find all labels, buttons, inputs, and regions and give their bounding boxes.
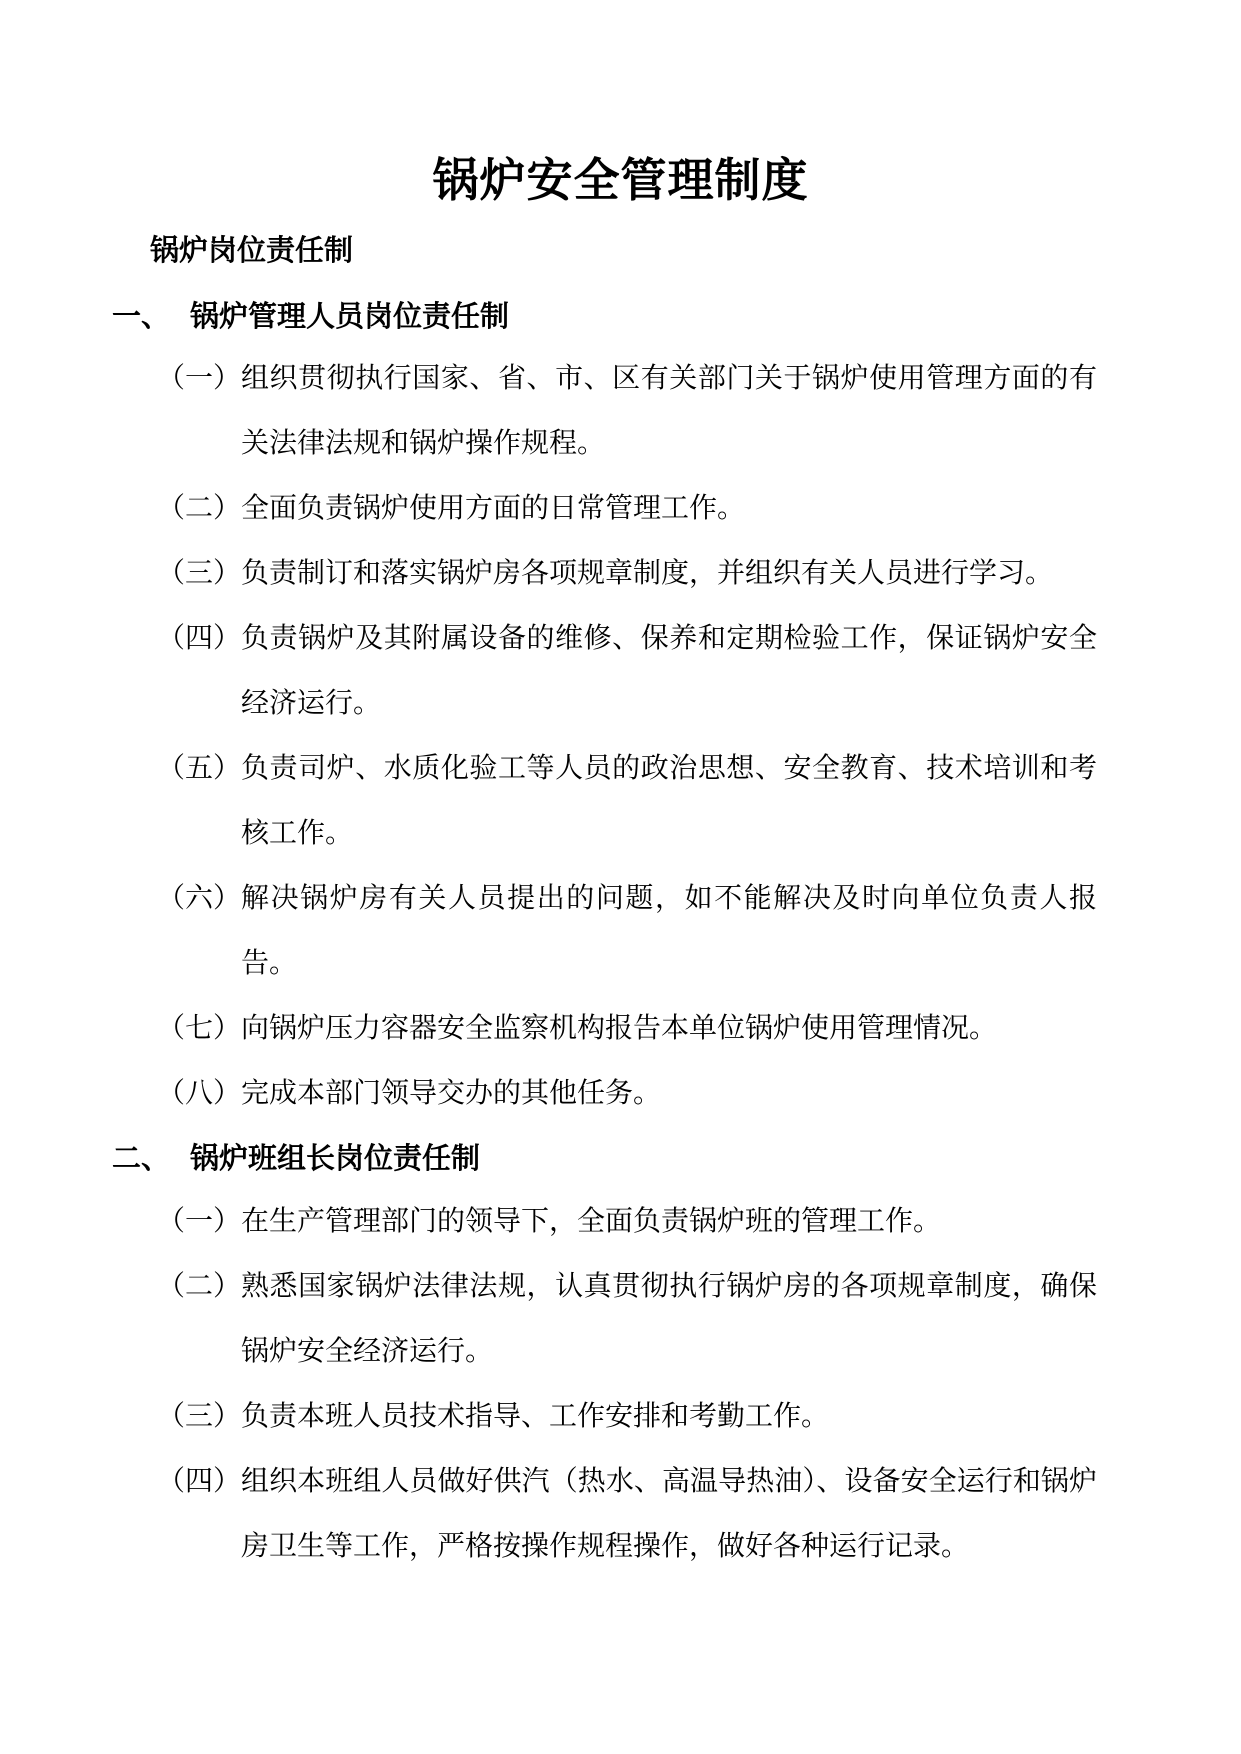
item-index: （三） — [157, 1399, 242, 1432]
item-index: （四） — [157, 1464, 242, 1497]
item-index: （四） — [157, 621, 242, 654]
item-text: 完成本部门领导交办的其他任务。 — [241, 1076, 662, 1109]
list-item — [157, 1188, 1097, 1253]
item-index: （八） — [157, 1076, 242, 1109]
item-text: 在生产管理部门的领导下，全面负责锅炉班的管理工作。 — [241, 1204, 942, 1237]
section-number: 一、 — [112, 299, 171, 333]
item-text: 负责锅炉及其附属设备的维修、保养和定期检验工作，保证锅炉安全经济运行。 — [241, 621, 1097, 719]
item-index: （六） — [157, 881, 242, 914]
list-item — [157, 1253, 1097, 1383]
item-index: （一） — [157, 361, 242, 394]
item-text: 向锅炉压力容器安全监察机构报告本单位锅炉使用管理情况。 — [241, 1011, 998, 1044]
item-text: 熟悉国家锅炉法律法规，认真贯彻执行锅炉房的各项规章制度，确保锅炉安全经济运行。 — [241, 1269, 1097, 1367]
list-item — [157, 475, 1097, 540]
item-index: （五） — [157, 751, 242, 784]
item-text: 负责本班人员技术指导、工作安排和考勤工作。 — [241, 1399, 830, 1432]
section-heading-1 — [112, 296, 509, 336]
item-text: 组织本班组人员做好供汽（热水、高温导热油）、设备安全运行和锅炉房卫生等工作，严格按操作规程操作，做好各种运行记录。 — [241, 1464, 1097, 1562]
document-subtitle: 锅炉岗位责任制 — [150, 233, 354, 267]
item-index: （一） — [157, 1204, 242, 1237]
section-title: 锅炉班组长岗位责任制 — [190, 1141, 481, 1175]
item-text: 负责司炉、水质化验工等人员的政治思想、安全教育、技术培训和考核工作。 — [241, 751, 1097, 849]
list-item — [157, 735, 1097, 865]
list-item — [157, 865, 1097, 995]
list-item — [157, 1060, 1097, 1125]
item-text: 负责制订和落实锅炉房各项规章制度，并组织有关人员进行学习。 — [241, 556, 1054, 589]
section-number: 二、 — [112, 1141, 171, 1175]
list-item — [157, 605, 1097, 735]
item-index: （三） — [157, 556, 242, 589]
list-item — [157, 995, 1097, 1060]
section-heading-2 — [112, 1138, 480, 1178]
item-index: （二） — [157, 491, 242, 524]
item-index: （七） — [157, 1011, 242, 1044]
item-text: 全面负责锅炉使用方面的日常管理工作。 — [241, 491, 746, 524]
list-item — [157, 345, 1097, 475]
list-item — [157, 1383, 1097, 1448]
list-item — [157, 540, 1097, 605]
item-text: 解决锅炉房有关人员提出的问题，如不能解决及时向单位负责人报告。 — [241, 881, 1097, 979]
document-title: 锅炉安全管理制度 — [432, 153, 809, 207]
list-item — [157, 1448, 1097, 1578]
item-index: （二） — [157, 1269, 242, 1302]
item-text: 组织贯彻执行国家、省、市、区有关部门关于锅炉使用管理方面的有关法律法规和锅炉操作规程。 — [241, 361, 1097, 459]
section-title: 锅炉管理人员岗位责任制 — [190, 299, 510, 333]
